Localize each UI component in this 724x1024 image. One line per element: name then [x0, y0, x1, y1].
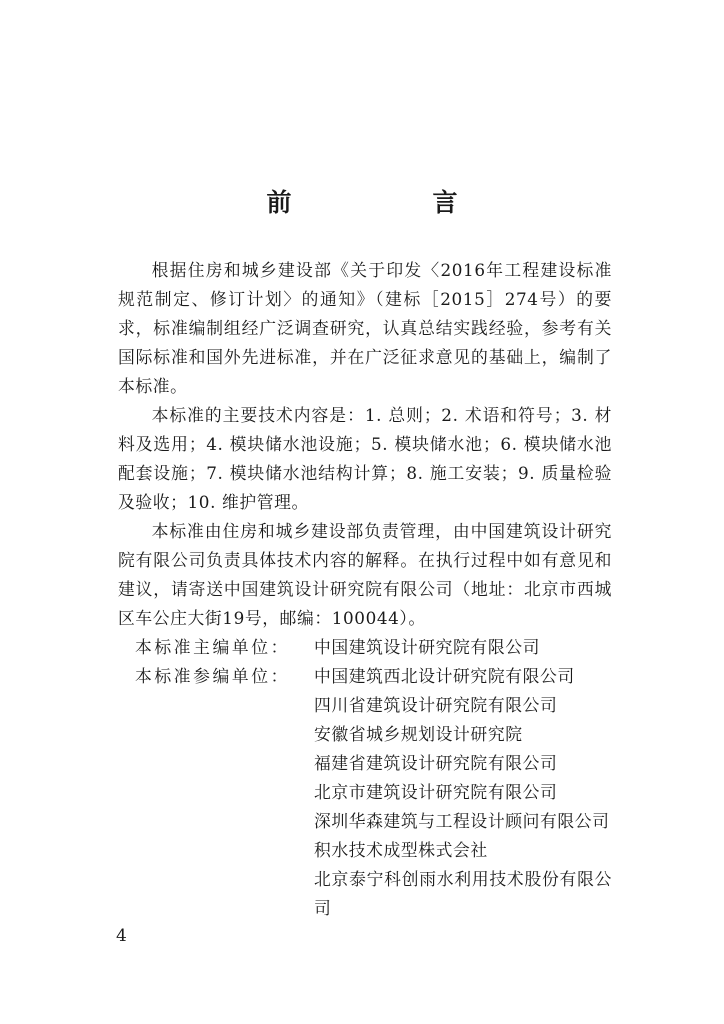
paragraph-management: 本标准由住房和城乡建设部负责管理，由中国建筑设计研究院有限公司负责具体技术内容的解释。在执行过程中如有意见和建议，请寄送中国建筑设计研究院有限公司（地址：北京市西城区车公庄大街19号，邮编：100044）。 [118, 521, 612, 628]
preface-body [118, 256, 612, 923]
participating-unit: 深圳华森建筑与工程设计顾问有限公司 [314, 811, 610, 831]
participating-units-list [314, 662, 612, 923]
participating-units-row [118, 662, 612, 923]
page-number: 4 [116, 926, 127, 946]
chief-unit-name: 中国建筑设计研究院有限公司 [314, 637, 540, 657]
participating-unit: 四川省建筑设计研究院有限公司 [314, 695, 558, 715]
chief-unit-list [314, 633, 612, 662]
participating-unit: 安徽省城乡规划设计研究院 [314, 724, 523, 744]
participating-unit: 北京市建筑设计研究院有限公司 [314, 782, 558, 802]
page-title: 前 言 [266, 187, 516, 217]
paragraph-basis: 根据住房和城乡建设部《关于印发〈2016年工程建设标准规范制定、修订计划〉的通知》（建标［2015］274号）的要求，标准编制组经广泛调查研究，认真总结实践经验，参考有关国际标准和国外先进标准，并在广泛征求意见的基础上，编制了本标准。 [118, 260, 612, 396]
participating-unit: 北京泰宁科创雨水利用技术股份有限公司 [314, 869, 612, 918]
participating-units-label: 本标准参编单位： [135, 666, 291, 686]
chief-unit-label: 本标准主编单位： [135, 637, 291, 657]
participating-unit: 福建省建筑设计研究院有限公司 [314, 753, 558, 773]
paragraph-contents: 本标准的主要技术内容是：1. 总则；2. 术语和符号；3. 材料及选用；4. 模块储水池设施；5. 模块储水池；6. 模块储水池配套设施；7. 模块储水池结构计算；8. 施工安装；9. 质量检验及验收；10. 维护管理。 [118, 405, 612, 512]
participating-unit: 中国建筑西北设计研究院有限公司 [314, 666, 575, 686]
participating-unit: 积水技术成型株式会社 [314, 840, 488, 860]
chief-unit-row [118, 633, 612, 662]
